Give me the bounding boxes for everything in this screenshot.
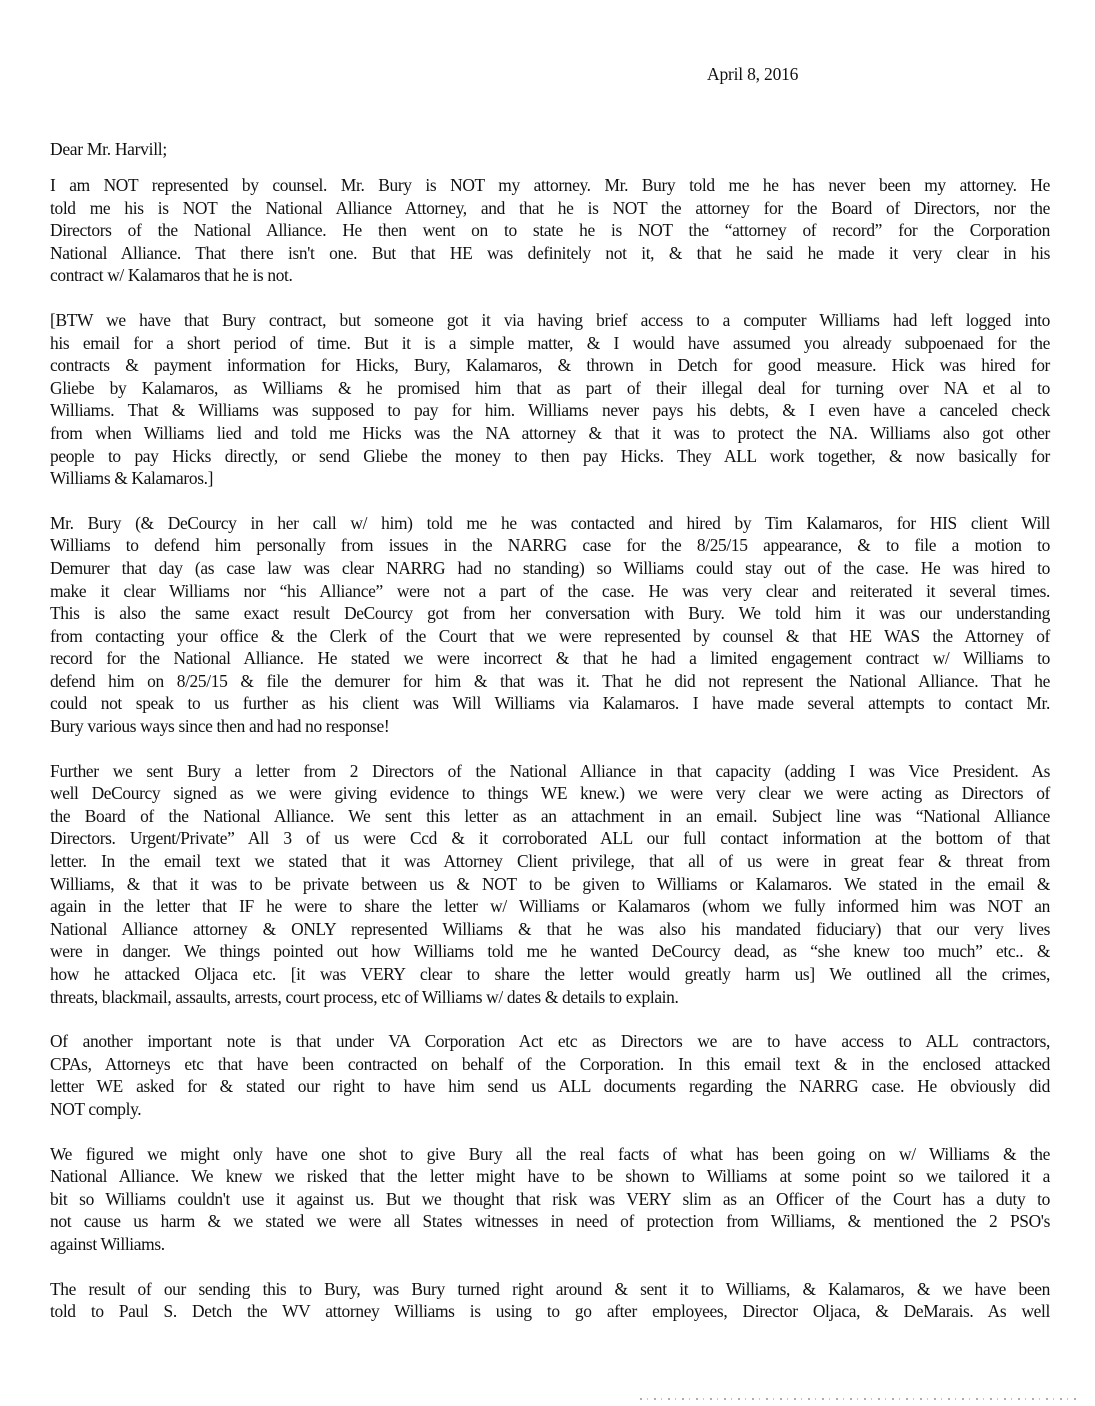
text-line: Mr. Bury (& DeCourcy in her call w/ him) told me he was contacted and hired by Tim Kalamaros, for HIS client Will	[50, 512, 1050, 533]
text-line: Directors of the National Alliance. He then went on to state he is NOT the “attorney of record” for the Corporation	[50, 220, 1050, 241]
text-line: Williams to defend him personally from issues in the NARRG case for the 8/25/15 appearance, & to file a motion to	[50, 535, 1050, 556]
text-line: This is also the same exact result DeCourcy got from her conversation with Bury. We told him it was our understanding	[50, 603, 1050, 624]
text-line: Williams & Kalamaros.]	[50, 468, 214, 489]
text-line: his email for a short period of time. But it is a simple matter, & I would have assumed you already subpoenaed for the	[50, 332, 1050, 353]
paragraph-one-shot	[50, 1143, 1050, 1256]
letter-date: April 8, 2016	[707, 64, 799, 84]
paragraph-bury-hired	[50, 512, 1050, 738]
paragraph-result	[50, 1278, 1050, 1323]
text-line: the Board of the National Alliance. We sent this letter as an attachment in an email. Subject line was “National Alliance	[50, 805, 1050, 826]
text-line: were in danger. We things pointed out how Williams told me he wanted DeCourcy dead, as “she knew too much” etc.. &	[50, 941, 1050, 962]
text-line: I am NOT represented by counsel. Mr. Bury is NOT my attorney. Mr. Bury told me he has never been my attorney. He	[50, 175, 1050, 195]
text-line: against Williams.	[50, 1233, 165, 1254]
text-line: threats, blackmail, assaults, arrests, court process, etc of Williams w/ dates & details to explain.	[50, 986, 679, 1007]
text-line: bit so Williams couldn't use it against us. But we thought that risk was VERY slim as an Officer of the Court has a duty to	[50, 1188, 1050, 1209]
text-line: The result of our sending this to Bury, was Bury turned right around & sent it to Williams, & Kalamaros, & we have been	[50, 1278, 1050, 1299]
text-line: Bury various ways since then and had no response!	[50, 716, 390, 737]
text-line: National Alliance attorney & ONLY represented Williams & that he was also his mandated fiduciary) that our very lives	[50, 918, 1050, 939]
text-line: defend him on 8/25/15 & file the demurer for him & that was it. That he did not represent the National Alliance. That he	[50, 670, 1050, 691]
text-line: letter. In the email text we stated that it was Attorney Client privilege, that all of us were in great fear & threat from	[50, 851, 1050, 872]
text-line: well DeCourcy signed as we were giving evidence to things WE knew.) we were very clear we were acting as Directors of	[50, 783, 1050, 804]
paragraph-representation	[50, 174, 1050, 287]
text-line: [BTW we have that Bury contract, but someone got it via having brief access to a computer Williams had left logged into	[50, 309, 1050, 330]
text-line: Williams, & that it was to be private between us & NOT to be given to Williams or Kalamaros. We stated in the email &	[50, 873, 1050, 894]
text-line: National Alliance. That there isn't one. But that HE was definitely not it, & that he said he made it very clear in his	[50, 242, 1050, 263]
text-line: CPAs, Attorneys etc that have been contracted on behalf of the Corporation. In this email text & in the enclosed attacked	[50, 1053, 1050, 1074]
text-line: Gliebe by Kalamaros, as Williams & he promised him that as part of their illegal deal for turning over NA et al to	[50, 377, 1050, 398]
letter-body	[50, 174, 1050, 1345]
text-line: told me his is NOT the National Alliance Attorney, and that he is NOT the attorney for the Board of Directors, nor the	[50, 197, 1050, 218]
text-line: not cause us harm & we stated we were all States witnesses in need of protection from Williams, & mentioned the 2 PSO's	[50, 1211, 1050, 1232]
text-line: We figured we might only have one shot to give Bury all the real facts of what has been going on w/ Williams & the	[50, 1143, 1050, 1164]
text-line: told to Paul S. Detch the WV attorney Williams is using to go after employees, Director Oljaca, & DeMarais. As well	[50, 1301, 1050, 1322]
text-line: from contacting your office & the Clerk of the Court that we were represented by counsel & that HE WAS the Attorney of	[50, 625, 1050, 646]
text-line: record for the National Alliance. He stated we were incorrect & that he had a limited engagement contract w/ Williams to	[50, 648, 1050, 669]
text-line: contract w/ Kalamaros that he is not.	[50, 265, 293, 286]
salutation: Dear Mr. Harvill;	[50, 139, 167, 159]
paragraph-corporation-act	[50, 1030, 1050, 1120]
text-line: contracts & payment information for Hicks, Bury, Kalamaros, & thrown in Detch for good measure. Hick was hired for	[50, 355, 1050, 376]
text-line: National Alliance. We knew we risked that the letter might have to be shown to Williams at some point so we tailored it a	[50, 1166, 1050, 1187]
text-line: Williams. That & Williams was supposed to pay for him. Williams never pays his debts, & I even have a canceled check	[50, 400, 1050, 421]
text-line: people to pay Hicks directly, or send Gliebe the money to then pay Hicks. They ALL work together, & now basically for	[50, 445, 1050, 466]
text-line: again in the letter that IF he were to share the letter w/ Williams or Kalamaros (whom we fully informed him was NOT an	[50, 896, 1050, 917]
paragraph-btw-contract	[50, 309, 1050, 490]
text-line: NOT comply.	[50, 1098, 142, 1119]
text-line: Demurer that day (as case law was clear NARRG had no standing) so Williams could stay out of the case. He was hired to	[50, 557, 1050, 578]
text-line: could not speak to us further as his client was Will Williams via Kalamaros. I have made several attempts to contact Mr.	[50, 693, 1050, 714]
text-line: letter WE asked for & stated our right to have him send us ALL documents regarding the NARRG case. He obviously did	[50, 1076, 1050, 1097]
text-line: how he attacked Oljaca etc. [it was VERY clear to share the letter would greatly harm us] We outlined all the crimes,	[50, 964, 1050, 984]
paragraph-directors-letter	[50, 760, 1050, 1009]
scan-artifact	[640, 1398, 1080, 1400]
text-line: make it clear Williams nor “his Alliance” were not a part of the case. He was very clear and reiterated it several times.	[50, 580, 1050, 601]
text-line: from when Williams lied and told me Hicks was the NA attorney & that it was to protect the NA. Williams also got other	[50, 422, 1050, 443]
text-line: Directors. Urgent/Private” All 3 of us were Ccd & it corroborated ALL our full contact information at the bottom of that	[50, 828, 1050, 849]
text-line: Of another important note is that under VA Corporation Act etc as Directors we are to have access to ALL contractors,	[50, 1031, 1050, 1052]
text-line: Further we sent Bury a letter from 2 Directors of the National Alliance in that capacity (adding I was Vice President. As	[50, 760, 1050, 781]
